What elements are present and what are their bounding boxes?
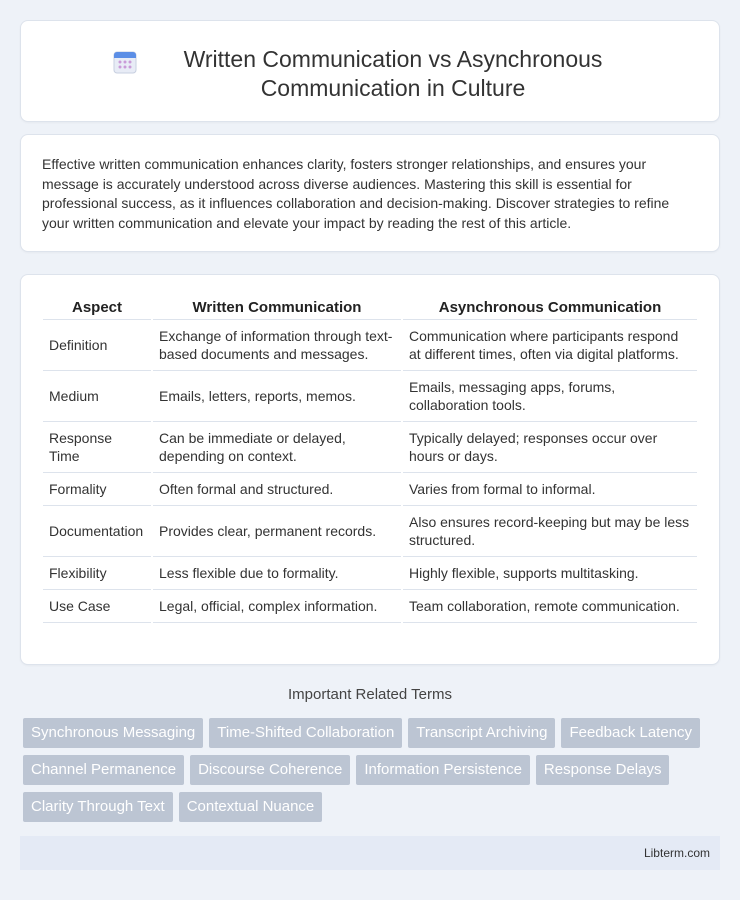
table-row (43, 506, 697, 557)
table-row (43, 473, 697, 506)
cell-async: Varies from formal to informal. (403, 473, 697, 506)
related-term-tag[interactable]: Synchronous Messaging (23, 718, 203, 748)
related-term-tag[interactable]: Feedback Latency (561, 718, 700, 748)
related-term-tag[interactable]: Time-Shifted Collaboration (209, 718, 402, 748)
related-term-tag[interactable]: Discourse Coherence (190, 755, 350, 785)
header-async: Asynchronous Communication (403, 297, 697, 320)
cell-aspect: Documentation (43, 506, 151, 557)
cell-async: Highly flexible, supports multitasking. (403, 557, 697, 590)
related-term-tag[interactable]: Transcript Archiving (408, 718, 555, 748)
cell-written: Emails, letters, reports, memos. (153, 371, 401, 422)
cell-aspect: Medium (43, 371, 151, 422)
title-wrap (21, 45, 719, 103)
header-card (20, 20, 720, 122)
cell-async: Emails, messaging apps, forums, collaboration tools. (403, 371, 697, 422)
calendar-icon (112, 49, 138, 75)
cell-aspect: Use Case (43, 590, 151, 623)
header-aspect: Aspect (43, 297, 151, 320)
related-term-tag[interactable]: Contextual Nuance (179, 792, 323, 822)
cell-written: Legal, official, complex information. (153, 590, 401, 623)
cell-aspect: Response Time (43, 422, 151, 473)
page-title: Written Communication vs Asynchronous Communication in Culture (183, 46, 603, 101)
table-row (43, 371, 697, 422)
cell-async: Also ensures record-keeping but may be less structured. (403, 506, 697, 557)
related-terms-title: Important Related Terms (288, 686, 452, 703)
footer-site-link[interactable]: Libterm.com (643, 846, 710, 860)
cell-async: Typically delayed; responses occur over hours or days. (403, 422, 697, 473)
cell-aspect: Definition (43, 320, 151, 371)
intro-card (20, 134, 720, 252)
related-term-tag[interactable]: Information Persistence (356, 755, 530, 785)
intro-paragraph: Effective written communication enhances clarity, fosters stronger relationships, and ensures your message is accurately understood across diverse audiences. Mastering this skill is essential for professional success, as it influences collaboration and decision-making. Discover strategies to refine your written communication and elevate your impact by reading the rest of this article. (42, 156, 670, 231)
cell-written: Less flexible due to formality. (153, 557, 401, 590)
footer (20, 836, 720, 870)
table-row (43, 320, 697, 371)
table-header-row (43, 297, 697, 320)
related-terms-list (23, 718, 723, 822)
comparison-card (20, 274, 720, 665)
cell-written: Can be immediate or delayed, depending on context. (153, 422, 401, 473)
cell-written: Exchange of information through text-based documents and messages. (153, 320, 401, 371)
table-row (43, 557, 697, 590)
cell-async: Team collaboration, remote communication. (403, 590, 697, 623)
related-term-tag[interactable]: Channel Permanence (23, 755, 184, 785)
table-row (43, 590, 697, 623)
cell-async: Communication where participants respond at different times, often via digital platforms. (403, 320, 697, 371)
table-row (43, 422, 697, 473)
header-written: Written Communication (153, 297, 401, 320)
cell-written: Often formal and structured. (153, 473, 401, 506)
cell-written: Provides clear, permanent records. (153, 506, 401, 557)
comparison-table (41, 297, 699, 623)
cell-aspect: Formality (43, 473, 151, 506)
cell-aspect: Flexibility (43, 557, 151, 590)
related-term-tag[interactable]: Clarity Through Text (23, 792, 173, 822)
related-term-tag[interactable]: Response Delays (536, 755, 670, 785)
